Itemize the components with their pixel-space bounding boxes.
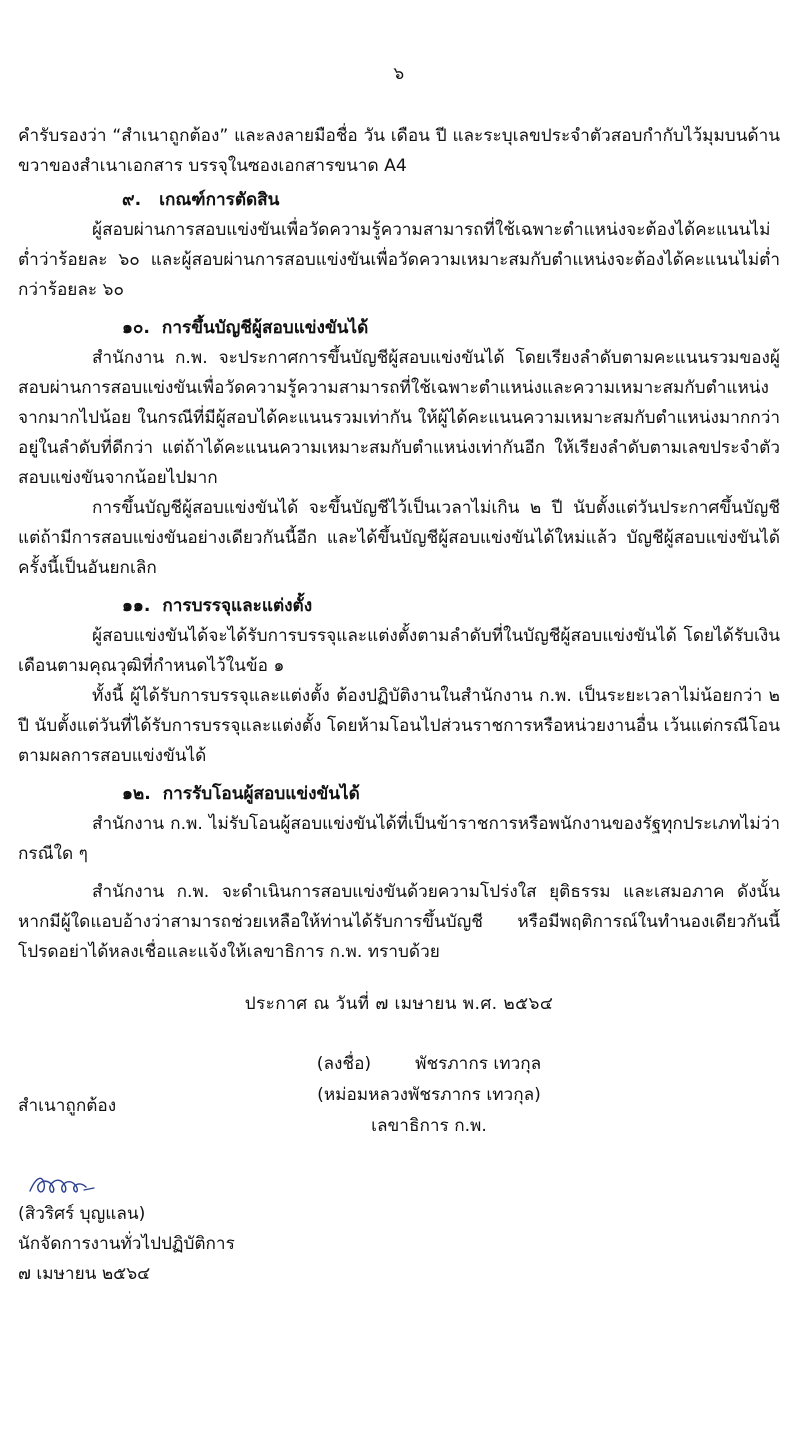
certified-copy-label: สำเนาถูกต้อง [18, 1096, 117, 1116]
signer-position: เลขาธิการ ก.พ. [371, 1116, 487, 1136]
certified-copy-date: ๗ เมษายน ๒๕๖๔ [18, 1264, 151, 1284]
section-12-heading [18, 779, 780, 809]
section-9-heading [18, 185, 780, 215]
section-11-number: ๑๑. [122, 596, 151, 616]
certified-copy-name: (สิวริศร์ บุญแลน) [18, 1204, 146, 1224]
section-11-title: การบรรจุและแต่งตั้ง [162, 596, 313, 616]
section-10-body: สำนักงาน ก.พ. จะประกาศการขึ้นบัญชีผู้สอบแข่งขันได้ โดยเรียงลำดับตามคะแนนรวมของผู้สอบผ่านการสอบแข่งขันเพื่อวัดความรู้ความสามารถที่ใช้เฉพาะตำแหน่งและความเหมาะสมกับตำแหน่งจากมากไปน้อย ในกรณีที่มีผู้สอบได้คะแนนรวมเท่ากัน ให้ผู้ได้คะแนนความเหมาะสมกับตำแหน่งมากกว่าอยู่ในลำดับที่ดีกว่า แต่ถ้าได้คะแนนความเหมาะสมกับตำแหน่งเท่ากันอีก ให้เรียงลำดับตามเลขประจำตัวสอบแข่งขันจากน้อยไปมาก [18, 348, 780, 488]
section-11-heading [18, 591, 780, 621]
signed-label: (ลงชื่อ) [316, 1054, 372, 1074]
section-10-body-2: การขึ้นบัญชีผู้สอบแข่งขันได้ จะขึ้นบัญชีไว้เป็นเวลาไม่เกิน ๒ ปี นับตั้งแต่วันประกาศขึ้นบัญชี แต่ถ้ามีการสอบแข่งขันอย่างเดียวกันนี้อีก และได้ขึ้นบัญชีผู้สอบแข่งขันได้ใหม่แล้ว บัญชีผู้สอบแข่งขันได้ครั้งนี้เป็นอันยกเลิก [18, 498, 780, 578]
page-number: ๖ [393, 64, 405, 84]
section-11-body-2: ทั้งนี้ ผู้ได้รับการบรรจุและแต่งตั้ง ต้องปฏิบัติงานในสำนักงาน ก.พ. เป็นระยะเวลาไม่น้อยกว่า ๒ ปี นับตั้งแต่วันที่ได้รับการบรรจุและแต่งตั้ง โดยห้ามโอนไปส่วนราชการหรือหน่วยงานอื่น เว้นแต่กรณีโอนตามผลการสอบแข่งขันได้ [18, 686, 780, 766]
paragraph-certify-copy: คำรับรองว่า “สำเนาถูกต้อง” และลงลายมือชื่อ วัน เดือน ปี และระบุเลขประจำตัวสอบกำกับไว้มุมบนด้านขวาของสำเนาเอกสาร บรรจุในซองเอกสารขนาด A4 [18, 126, 780, 176]
announced-date: ประกาศ ณ วันที่ ๗ เมษายน พ.ศ. ๒๕๖๔ [244, 994, 554, 1014]
certified-copy-position: นักจัดการงานทั่วไปปฏิบัติการ [18, 1234, 235, 1254]
handwritten-signature-icon [26, 1169, 96, 1199]
section-12-number: ๑๒. [122, 784, 151, 804]
section-9-title: เกณฑ์การตัดสิน [159, 190, 280, 210]
section-10-heading [18, 313, 780, 343]
section-10-title: การขึ้นบัญชีผู้สอบแข่งขันได้ [161, 318, 369, 338]
certified-copy-block [18, 1167, 235, 1289]
signature-area [18, 1049, 780, 1284]
section-9-body: ผู้สอบผ่านการสอบแข่งขันเพื่อวัดความรู้ความสามารถที่ใช้เฉพาะตำแหน่งจะต้องได้คะแนนไม่ต่ำว่าร้อยละ ๖๐ และผู้สอบผ่านการสอบแข่งขันเพื่อวัดความเหมาะสมกับตำแหน่งจะต้องได้คะแนนไม่ต่ำกว่าร้อยละ ๖๐ [18, 220, 780, 300]
closing-paragraph: สำนักงาน ก.พ. จะดำเนินการสอบแข่งขันด้วยความโปร่งใส ยุติธรรม และเสมอภาค ดังนั้น หากมีผู้ใดแอบอ้างว่าสามารถช่วยเหลือให้ท่านได้รับการขึ้นบัญชี หรือมีพฤติการณ์ในทำนองเดียวกันนี้ โปรดอย่าได้หลงเชื่อและแจ้งให้เลขาธิการ ก.พ. ทราบด้วย [18, 882, 780, 962]
signer-name: พัชรภากร เทวกุล [415, 1054, 542, 1074]
section-11-body: ผู้สอบแข่งขันได้จะได้รับการบรรจุและแต่งตั้งตามลำดับที่ในบัญชีผู้สอบแข่งขันได้ โดยได้รับเงินเดือนตามคุณวุฒิที่กำหนดไว้ในข้อ ๑ [18, 626, 780, 676]
section-12-title: การรับโอนผู้สอบแข่งขันได้ [162, 784, 360, 804]
section-9-number: ๙. [122, 190, 142, 210]
section-12-body: สำนักงาน ก.พ. ไม่รับโอนผู้สอบแข่งขันได้ที่เป็นข้าราชการหรือพนักงานของรัฐทุกประเภทไม่ว่ากรณีใด ๆ [18, 814, 780, 864]
signature-line [18, 1049, 780, 1080]
section-10-number: ๑๐. [122, 318, 150, 338]
signer-full-title: (หม่อมหลวงพัชรภากร เทวกุล) [317, 1085, 541, 1105]
